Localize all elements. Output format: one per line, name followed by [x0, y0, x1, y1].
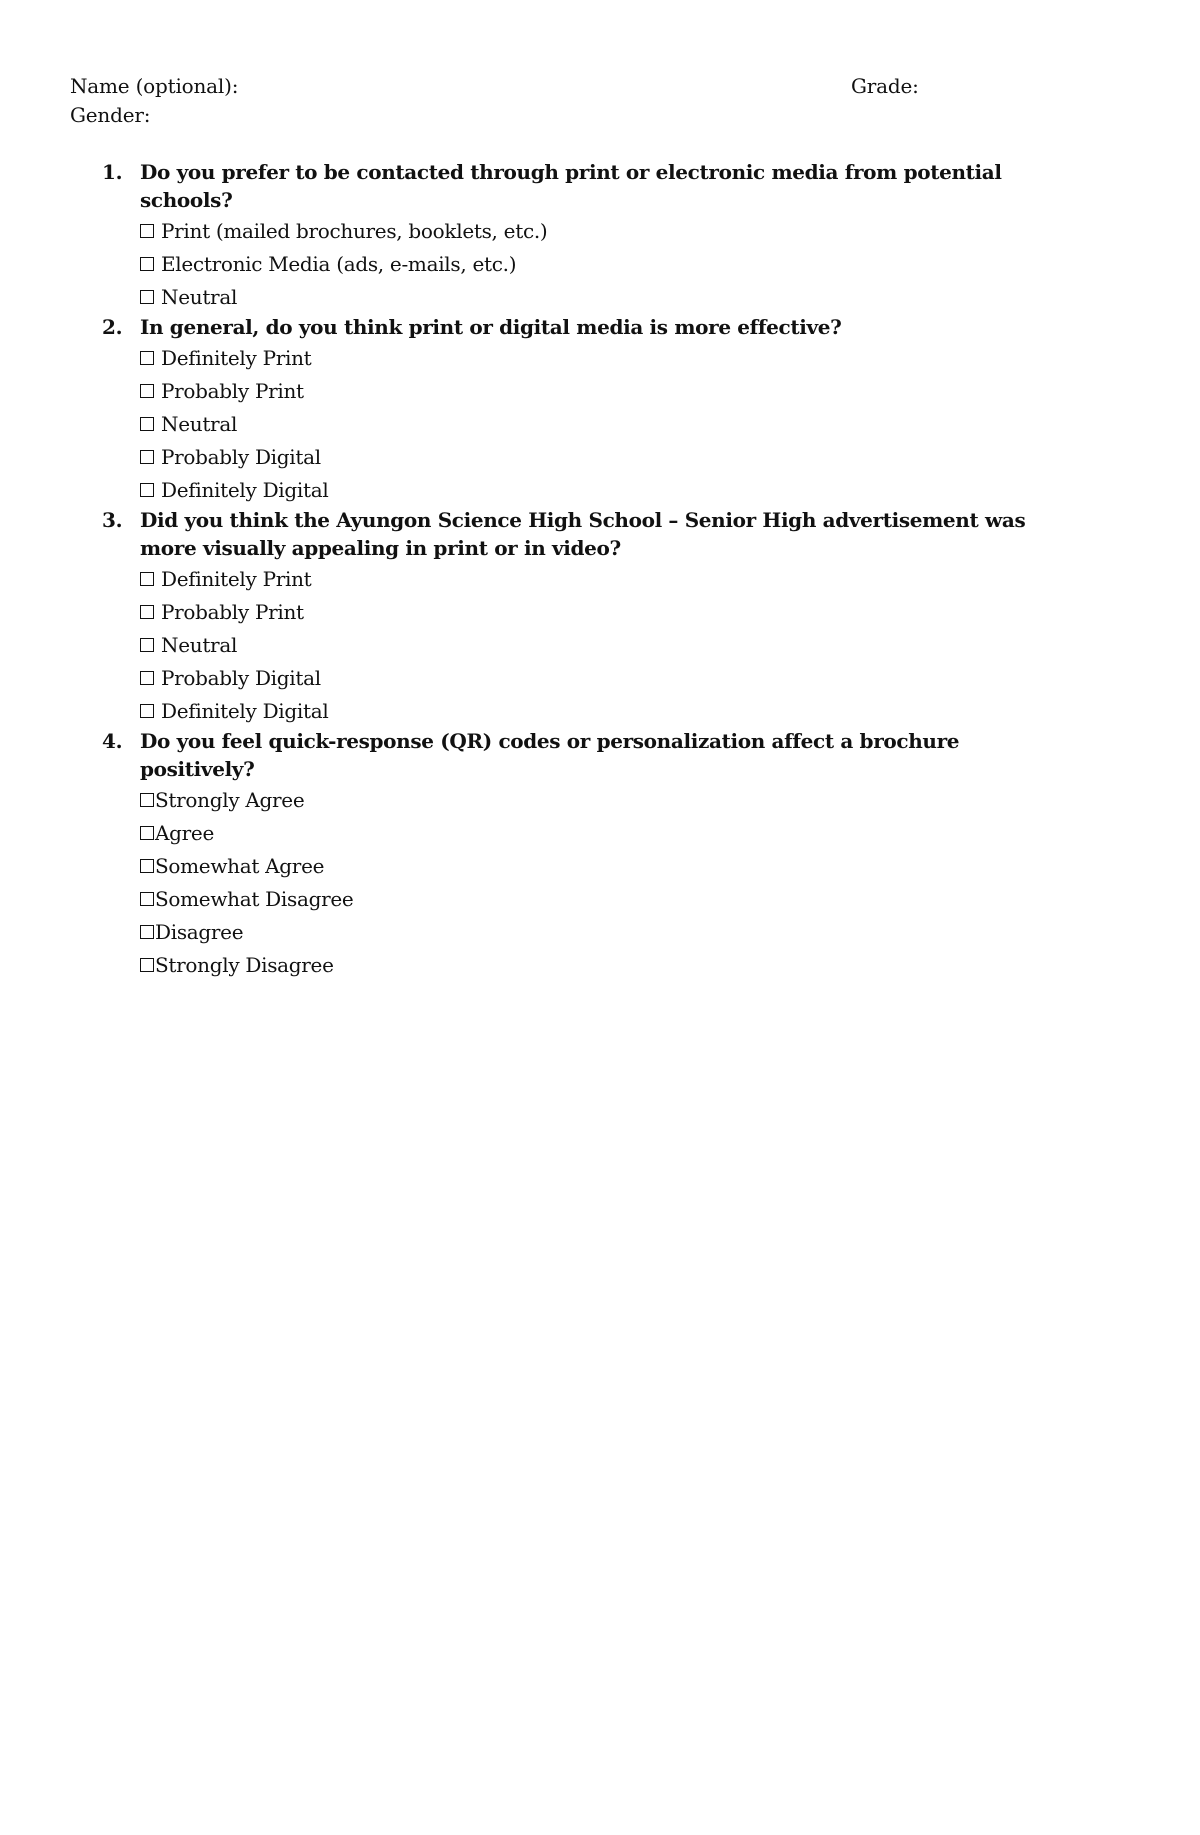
option-item[interactable]: [140, 473, 1200, 506]
option-item[interactable]: [140, 214, 1200, 247]
option-item[interactable]: [140, 915, 1200, 948]
option-label: Strongly Disagree: [155, 952, 334, 977]
option-item[interactable]: [140, 562, 1200, 595]
checkbox-icon[interactable]: [140, 290, 154, 304]
option-item[interactable]: [140, 374, 1200, 407]
checkbox-icon[interactable]: [140, 638, 154, 652]
checkbox-icon[interactable]: [140, 450, 154, 464]
checkbox-icon[interactable]: [140, 892, 154, 906]
option-item[interactable]: [140, 341, 1200, 374]
option-label: Definitely Digital: [161, 477, 329, 502]
option-label: Probably Digital: [161, 665, 321, 690]
option-label: Disagree: [155, 919, 244, 944]
option-item[interactable]: [140, 661, 1200, 694]
question-4: [0, 727, 1200, 981]
option-item[interactable]: [140, 280, 1200, 313]
option-list: [140, 214, 1200, 313]
option-list: [140, 341, 1200, 506]
question-1: [0, 158, 1200, 313]
question-2: [0, 313, 1200, 506]
option-item[interactable]: [140, 783, 1200, 816]
option-label: Definitely Print: [161, 345, 312, 370]
question-list: [0, 158, 1200, 981]
option-label: Definitely Print: [161, 566, 312, 591]
option-item[interactable]: [140, 816, 1200, 849]
option-label: Neutral: [161, 411, 238, 436]
option-label: Neutral: [161, 632, 238, 657]
option-item[interactable]: [140, 440, 1200, 473]
checkbox-icon[interactable]: [140, 257, 154, 271]
option-label: Agree: [155, 820, 214, 845]
question-text: Did you think the Ayungon Science High School – Senior High advertisement was more visually appealing in print or in video?: [140, 508, 1026, 560]
checkbox-icon[interactable]: [140, 704, 154, 718]
checkbox-icon[interactable]: [140, 793, 154, 807]
checkbox-icon[interactable]: [140, 826, 154, 840]
option-item[interactable]: [140, 247, 1200, 280]
question-number: 1.: [102, 160, 123, 184]
question-number: 3.: [102, 508, 123, 532]
name-field-label: Name (optional):: [70, 74, 239, 98]
option-label: Probably Print: [161, 599, 304, 624]
option-item[interactable]: [140, 595, 1200, 628]
checkbox-icon[interactable]: [140, 384, 154, 398]
option-list: [140, 562, 1200, 727]
question-text: Do you feel quick-response (QR) codes or personalization affect a brochure positively?: [140, 729, 960, 781]
gender-field-label: Gender:: [70, 103, 151, 127]
question-number: 2.: [102, 315, 123, 339]
option-label: Probably Print: [161, 378, 304, 403]
checkbox-icon[interactable]: [140, 958, 154, 972]
checkbox-icon[interactable]: [140, 224, 154, 238]
option-label: Somewhat Disagree: [155, 886, 354, 911]
option-label: Strongly Agree: [155, 787, 305, 812]
question-3: [0, 506, 1200, 727]
checkbox-icon[interactable]: [140, 351, 154, 365]
option-list: [140, 783, 1200, 981]
option-item[interactable]: [140, 948, 1200, 981]
option-label: Somewhat Agree: [155, 853, 325, 878]
option-label: Print (mailed brochures, booklets, etc.): [161, 218, 548, 243]
checkbox-icon[interactable]: [140, 483, 154, 497]
option-label: Neutral: [161, 284, 238, 309]
question-text: In general, do you think print or digital media is more effective?: [140, 315, 842, 339]
option-item[interactable]: [140, 882, 1200, 915]
checkbox-icon[interactable]: [140, 605, 154, 619]
option-label: Electronic Media (ads, e-mails, etc.): [161, 251, 517, 276]
option-item[interactable]: [140, 407, 1200, 440]
checkbox-icon[interactable]: [140, 859, 154, 873]
checkbox-icon[interactable]: [140, 417, 154, 431]
option-item[interactable]: [140, 849, 1200, 882]
option-label: Definitely Digital: [161, 698, 329, 723]
checkbox-icon[interactable]: [140, 925, 154, 939]
question-text: Do you prefer to be contacted through print or electronic media from potential schools?: [140, 160, 1002, 212]
grade-field-label: Grade:: [851, 74, 919, 98]
checkbox-icon[interactable]: [140, 671, 154, 685]
option-item[interactable]: [140, 628, 1200, 661]
option-label: Probably Digital: [161, 444, 321, 469]
checkbox-icon[interactable]: [140, 572, 154, 586]
question-number: 4.: [102, 729, 123, 753]
option-item[interactable]: [140, 694, 1200, 727]
